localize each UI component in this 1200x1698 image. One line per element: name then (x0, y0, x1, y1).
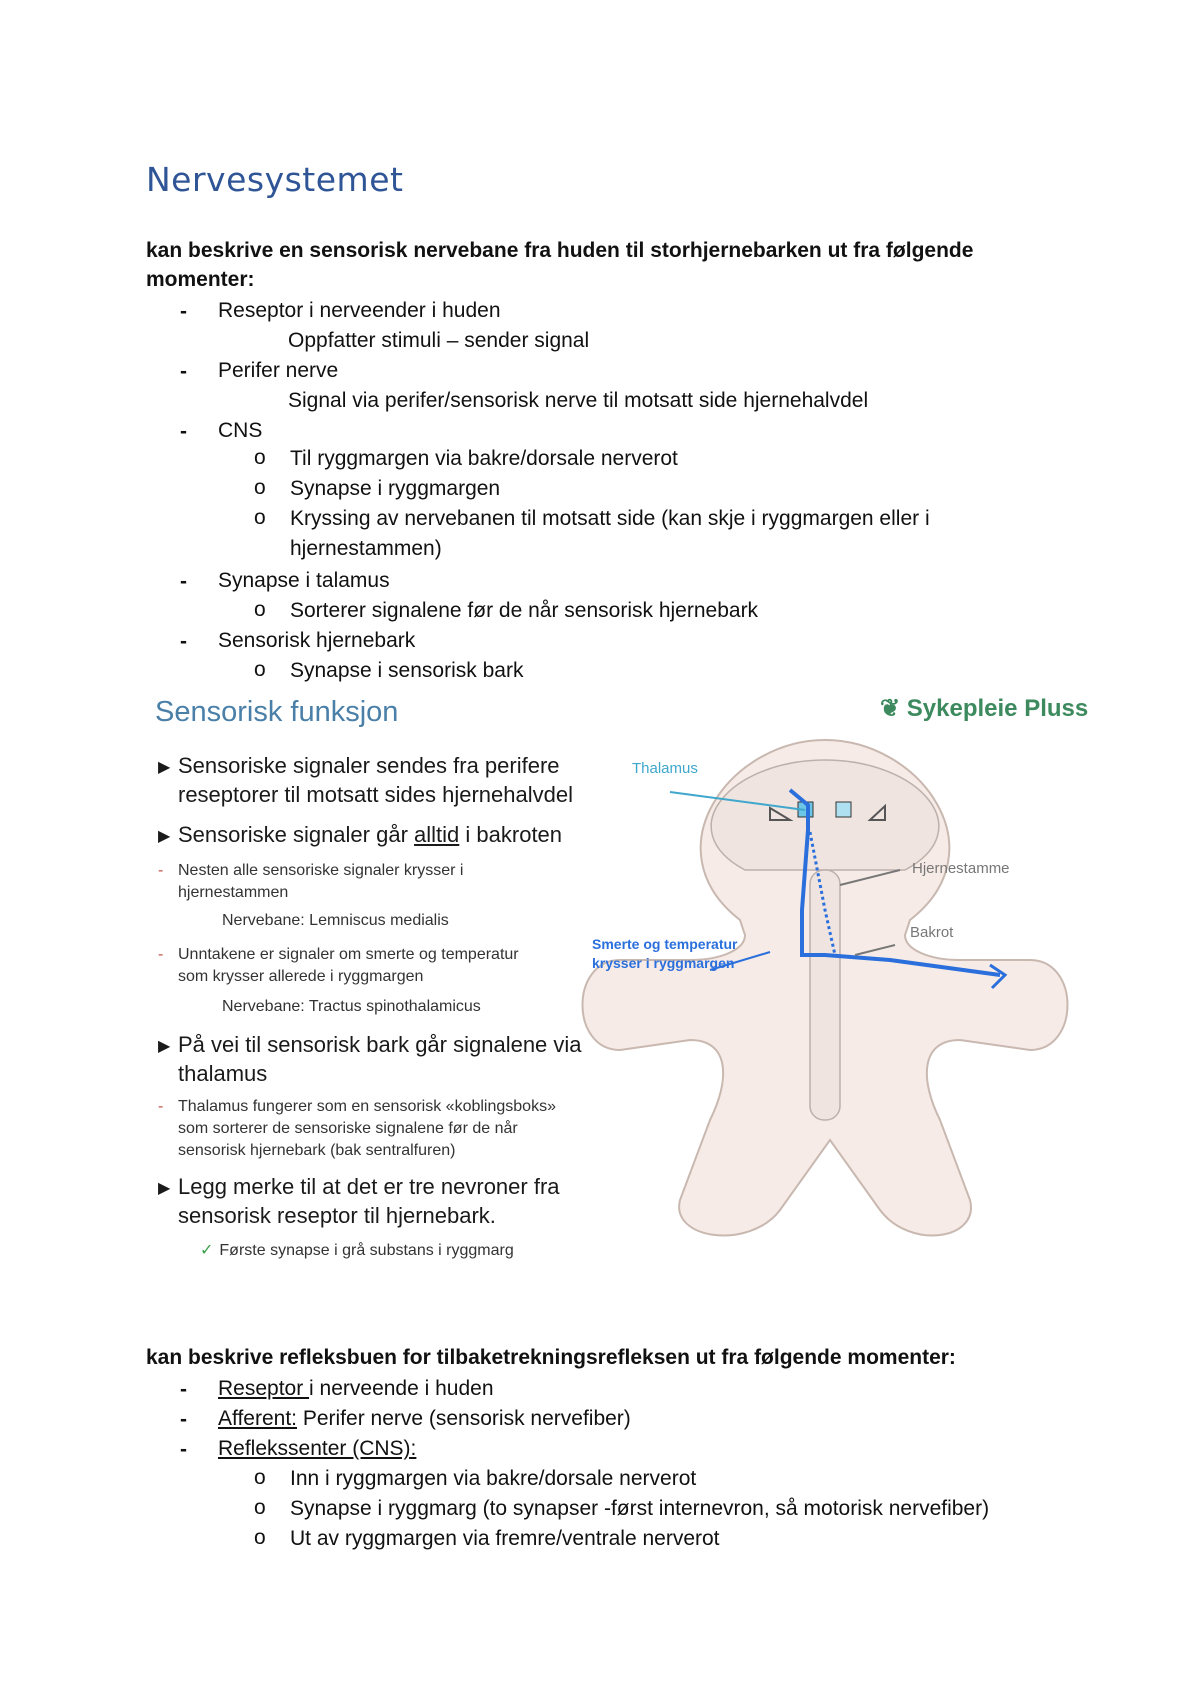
triangle-bullet-icon: ▶ (158, 759, 171, 776)
slide-subpoint: - Unntakene er signaler om smerte og temperatur som krysser allerede i ryggmargen (158, 946, 519, 985)
list-item: Synapse i talamus (218, 569, 390, 592)
triangle-bullet-icon: ▶ (158, 1038, 171, 1055)
circle-bullet-icon: o (254, 506, 266, 529)
hjernestamme-label: Hjernestamme (912, 860, 1010, 877)
brand-logo (880, 694, 1088, 723)
thalamus-label: Thalamus (632, 760, 698, 777)
page-title: Nervesystemet (146, 160, 404, 199)
list-subitem: Til ryggmargen via bakre/dorsale nerverot (290, 447, 678, 470)
section1-heading-line1: kan beskrive en sensorisk nervebane fra huden til storhjernebarken ut fra følgende (146, 239, 974, 262)
list-item-detail: Signal via perifer/sensorisk nerve til motsatt side hjernehalvdel (288, 389, 869, 412)
circle-bullet-icon: o (254, 1466, 266, 1489)
list-subitem: Inn i ryggmargen via bakre/dorsale nerverot (290, 1467, 697, 1490)
circle-bullet-icon: o (254, 598, 266, 621)
list-subitem: Synapse i sensorisk bark (290, 659, 524, 682)
dash-bullet: - (180, 630, 187, 653)
list-item: Perifer nerve (218, 359, 339, 382)
list-subitem: Kryssing av nervebanen til motsatt side (kan skje i ryggmargen eller i (290, 507, 930, 530)
brand-name: Sykepleie Pluss (906, 695, 1089, 722)
pathway-label: Nervebane: Lemniscus medialis (222, 912, 449, 929)
leaf-icon: ❦ (880, 695, 901, 722)
dash-bullet: - (180, 1378, 187, 1401)
checkmark-icon: ✓ (200, 1242, 214, 1259)
circle-bullet-icon: o (254, 446, 266, 469)
section1-heading (146, 236, 1046, 294)
dash-bullet: - (180, 1438, 187, 1461)
triangle-bullet-icon: ▶ (158, 828, 171, 845)
slide-bullet: ▶ Legg merke til at det er tre nevroner fra sensorisk reseptor til hjernebark. (158, 1174, 560, 1228)
list-item: Afferent: Perifer nerve (sensorisk nervefiber) (218, 1407, 631, 1430)
list-subitem-cont: hjernestammen) (290, 537, 442, 560)
bakrot-label: Bakrot (910, 924, 954, 941)
list-subitem: Ut av ryggmargen via fremre/ventrale nerverot (290, 1527, 720, 1550)
slide-bullet: ▶ Sensoriske signaler går alltid i bakroten (178, 820, 562, 849)
slide-subpoint: - Thalamus fungerer som en sensorisk «koblingsboks» som sorterer de sensoriske signalene før de når sensorisk hjernebark (bak sentralfuren) (158, 1098, 556, 1159)
list-item: CNS (218, 419, 263, 442)
slide-bullet: ▶ Sensoriske signaler sendes fra perifere reseptorer til motsatt sides hjernehalvdel (158, 753, 573, 807)
circle-bullet-icon: o (254, 476, 266, 499)
list-item: Reseptor i nerveender i huden (218, 299, 501, 322)
list-subitem: Sorterer signalene før de når sensorisk hjernebark (290, 599, 759, 622)
list-item: Sensorisk hjernebark (218, 629, 416, 652)
slide-check-item: ✓ Første synapse i grå substans i ryggmarg (200, 1242, 514, 1259)
dash-bullet: - (180, 360, 187, 383)
section1-heading-line2: momenter: (146, 268, 255, 291)
list-subitem: Synapse i ryggmargen (290, 477, 501, 500)
dash-bullet: - (180, 300, 187, 323)
slide-subpoint: - Nesten alle sensoriske signaler krysser i hjernestammen (158, 862, 464, 901)
smerte-label: Smerte og temperatur krysser i ryggmargen (592, 936, 738, 971)
dash-bullet: - (180, 570, 187, 593)
pathway-label: Nervebane: Tractus spinothalamicus (222, 998, 481, 1015)
list-item: Reseptor i nerveende i huden (218, 1377, 494, 1400)
circle-bullet-icon: o (254, 1526, 266, 1549)
gingerbread-body-diagram (580, 720, 1070, 1240)
circle-bullet-icon: o (254, 1496, 266, 1519)
section2-heading: kan beskrive refleksbuen for tilbaketrekningsrefleksen ut fra følgende momenter: (146, 1346, 956, 1369)
list-item: Reflekssenter (CNS): (218, 1437, 417, 1460)
slide-title: Sensorisk funksjon (155, 696, 399, 728)
dash-bullet: - (180, 420, 187, 443)
thalamus-square (836, 802, 851, 817)
slide-bullet: ▶ På vei til sensorisk bark går signalene via thalamus (158, 1032, 582, 1086)
dash-bullet: - (180, 1408, 187, 1431)
spinal-cord (810, 870, 840, 1120)
circle-bullet-icon: o (254, 658, 266, 681)
triangle-bullet-icon: ▶ (158, 1180, 171, 1197)
list-subitem: Synapse i ryggmarg (to synapser -først internevron, så motorisk nervefiber) (290, 1497, 990, 1520)
list-item-detail: Oppfatter stimuli – sender signal (288, 329, 590, 352)
